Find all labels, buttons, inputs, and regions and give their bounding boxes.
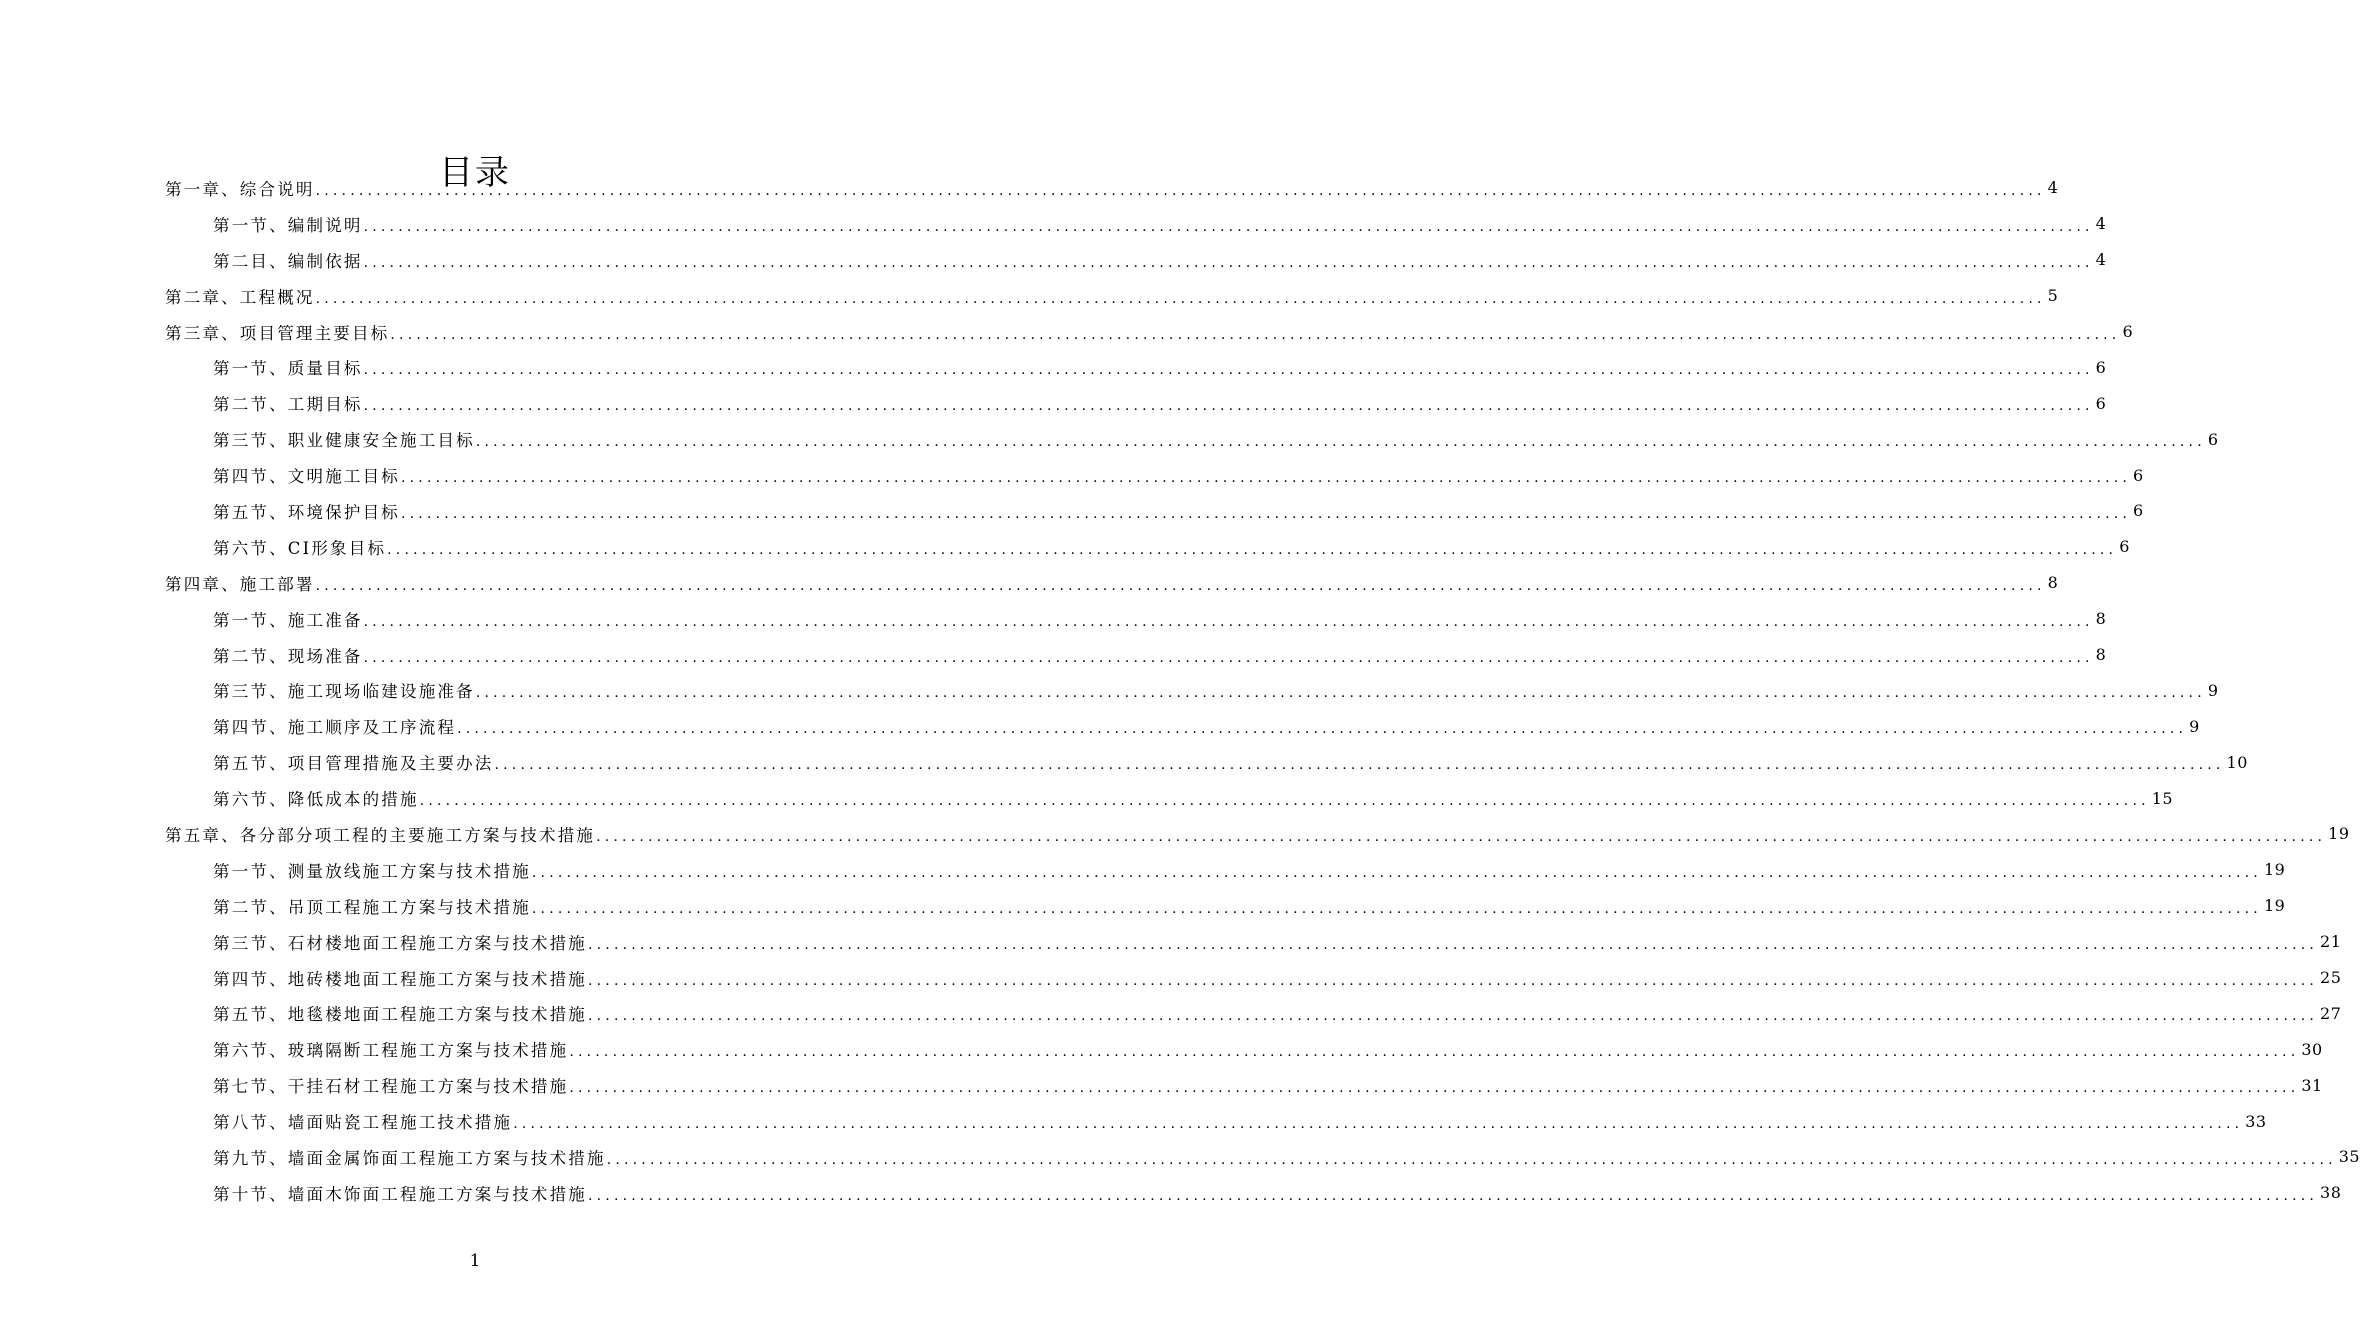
toc-entry-page-number: 15 (2151, 788, 2174, 808)
toc-entry-page-number: 4 (2095, 250, 2107, 270)
toc-entry-title: 第一节、施工准备 (213, 610, 363, 630)
toc-section-entry[interactable] (0, 924, 2342, 960)
toc-entry-title: 第二章、工程概况 (165, 287, 315, 307)
toc-entry-title: 第十节、墙面木饰面工程施工方案与技术措施 (213, 1184, 587, 1204)
toc-dot-leader: ........................................................................................................................................................................................................ (315, 577, 2046, 594)
toc-section-entry[interactable] (0, 995, 2342, 1031)
toc-entry-title: 第四节、地砖楼地面工程施工方案与技术措施 (213, 969, 587, 989)
toc-entry-title: 第五节、项目管理措施及主要办法 (213, 754, 494, 774)
toc-dot-leader: ........................................................................................................................................................................................................ (588, 1187, 2319, 1204)
toc-section-entry[interactable] (0, 385, 2107, 421)
toc-section-entry[interactable] (0, 529, 2130, 565)
toc-dot-leader: ........................................................................................................................................................................................................ (475, 685, 2206, 702)
toc-title: 目录 (439, 152, 511, 193)
toc-dot-leader: ........................................................................................................................................................................................................ (363, 362, 2094, 379)
toc-entry-page-number: 19 (2263, 860, 2286, 880)
toc-entry-title: 第三章、项目管理主要目标 (165, 323, 390, 343)
toc-dot-leader: ........................................................................................................................................................................................................ (401, 505, 2132, 522)
toc-entry-title: 第五章、各分部分项工程的主要施工方案与技术措施 (165, 825, 596, 845)
toc-entry-page-number: 8 (2095, 609, 2107, 629)
toc-chapter-entry[interactable] (0, 816, 2350, 852)
toc-entry-page-number: 6 (2095, 357, 2107, 377)
toc-section-entry[interactable] (0, 242, 2107, 278)
toc-list (0, 170, 2360, 1211)
toc-entry-page-number: 6 (2119, 537, 2130, 557)
toc-entry-page-number: 4 (2047, 178, 2059, 198)
toc-entry-title: 第五节、地毯楼地面工程施工方案与技术措施 (213, 1005, 587, 1025)
toc-entry-page-number: 6 (2122, 322, 2134, 341)
toc-section-entry[interactable] (0, 349, 2107, 385)
toc-entry-title: 第九节、墙面金属饰面工程施工方案与技术措施 (213, 1148, 606, 1168)
toc-dot-leader: ........................................................................................................................................................................................................ (457, 721, 2188, 738)
toc-section-entry[interactable] (0, 744, 2248, 780)
toc-entry-page-number: 6 (2133, 501, 2144, 521)
toc-chapter-entry[interactable] (0, 314, 2134, 350)
toc-entry-page-number: 9 (2207, 680, 2219, 700)
toc-entry-page-number: 8 (2047, 573, 2059, 593)
toc-entry-title: 第六节、降低成本的措施 (213, 790, 419, 810)
toc-entry-title: 第四章、施工部署 (165, 574, 315, 594)
toc-entry-page-number: 5 (2047, 286, 2059, 306)
toc-entry-title: 第六节、玻璃隔断工程施工方案与技术措施 (213, 1041, 569, 1061)
toc-entry-page-number: 38 (2320, 1183, 2342, 1203)
toc-entry-page-number: 31 (2301, 1075, 2323, 1095)
toc-section-entry[interactable] (0, 960, 2342, 996)
toc-entry-title: 第二节、吊顶工程施工方案与技术措施 (213, 897, 531, 917)
toc-dot-leader: ........................................................................................................................................................................................................ (363, 613, 2094, 630)
toc-section-entry[interactable] (0, 852, 2286, 888)
toc-dot-leader: ........................................................................................................................................................................................................ (569, 1080, 2300, 1097)
toc-section-entry[interactable] (0, 708, 2200, 744)
toc-entry-page-number: 8 (2095, 645, 2107, 665)
toc-dot-leader: ........................................................................................................................................................................................................ (363, 254, 2094, 271)
toc-entry-page-number: 35 (2338, 1147, 2360, 1167)
toc-section-entry[interactable] (0, 421, 2219, 457)
toc-dot-leader: ........................................................................................................................................................................................................ (363, 218, 2094, 235)
toc-dot-leader: ........................................................................................................................................................................................................ (363, 398, 2094, 415)
toc-section-entry[interactable] (0, 493, 2144, 529)
toc-section-entry[interactable] (0, 1067, 2323, 1103)
page-number: 1 (469, 1251, 481, 1271)
toc-section-entry[interactable] (0, 206, 2107, 242)
toc-entry-title: 第六节、CI形象目标 (213, 538, 387, 558)
toc-dot-leader: ........................................................................................................................................................................................................ (588, 1008, 2319, 1025)
toc-dot-leader: ........................................................................................................................................................................................................ (475, 434, 2206, 451)
toc-entry-title: 第一章、综合说明 (165, 179, 315, 199)
toc-entry-page-number: 4 (2095, 214, 2107, 234)
toc-entry-page-number: 19 (2328, 824, 2350, 844)
toc-dot-leader: ........................................................................................................................................................................................................ (494, 757, 2225, 774)
toc-dot-leader: ........................................................................................................................................................................................................ (596, 828, 2327, 845)
toc-entry-title: 第一节、质量目标 (213, 359, 363, 379)
toc-entry-page-number: 21 (2320, 932, 2342, 952)
toc-dot-leader: ........................................................................................................................................................................................................ (531, 864, 2262, 881)
toc-entry-title: 第一节、测量放线施工方案与技术措施 (213, 861, 531, 881)
toc-section-entry[interactable] (0, 1139, 2360, 1175)
toc-chapter-entry[interactable] (0, 170, 2059, 206)
toc-chapter-entry[interactable] (0, 565, 2059, 601)
toc-section-entry[interactable] (0, 1103, 2267, 1139)
toc-entry-title: 第二节、工期目标 (213, 395, 363, 415)
toc-entry-page-number: 9 (2189, 716, 2200, 736)
toc-dot-leader: ........................................................................................................................................................................................................ (315, 182, 2046, 199)
toc-dot-leader: ........................................................................................................................................................................................................ (315, 290, 2046, 307)
toc-dot-leader: ........................................................................................................................................................................................................ (588, 936, 2319, 953)
toc-dot-leader: ........................................................................................................................................................................................................ (387, 541, 2118, 558)
toc-entry-title: 第四节、文明施工目标 (213, 467, 400, 487)
toc-chapter-entry[interactable] (0, 278, 2059, 314)
toc-section-entry[interactable] (0, 780, 2174, 816)
toc-dot-leader: ........................................................................................................................................................................................................ (606, 1151, 2337, 1168)
toc-entry-title: 第二目、编制依据 (213, 251, 363, 271)
toc-entry-page-number: 6 (2133, 465, 2144, 485)
toc-section-entry[interactable] (0, 1175, 2342, 1211)
toc-dot-leader: ........................................................................................................................................................................................................ (419, 793, 2150, 810)
toc-entry-page-number: 19 (2263, 896, 2286, 916)
toc-entry-page-number: 6 (2207, 429, 2219, 449)
toc-entry-page-number: 10 (2226, 752, 2248, 772)
toc-entry-title: 第三节、施工现场临建设施准备 (213, 682, 475, 702)
toc-section-entry[interactable] (0, 672, 2219, 708)
toc-entry-page-number: 33 (2245, 1111, 2267, 1131)
toc-section-entry[interactable] (0, 1031, 2323, 1067)
toc-entry-page-number: 27 (2320, 1003, 2342, 1023)
toc-dot-leader: ........................................................................................................................................................................................................ (401, 470, 2132, 487)
toc-entry-title: 第七节、干挂石材工程施工方案与技术措施 (213, 1077, 569, 1097)
toc-entry-title: 第四节、施工顺序及工序流程 (213, 718, 457, 738)
toc-dot-leader: ........................................................................................................................................................................................................ (363, 649, 2094, 666)
toc-section-entry[interactable] (0, 888, 2286, 924)
toc-entry-title: 第五节、环境保护目标 (213, 502, 400, 522)
toc-entry-title: 第八节、墙面贴瓷工程施工技术措施 (213, 1113, 513, 1133)
toc-dot-leader: ........................................................................................................................................................................................................ (390, 326, 2121, 343)
toc-entry-title: 第三节、职业健康安全施工目标 (213, 431, 475, 451)
toc-entry-page-number: 25 (2320, 968, 2342, 988)
toc-entry-title: 第二节、现场准备 (213, 646, 363, 666)
toc-dot-leader: ........................................................................................................................................................................................................ (569, 1044, 2300, 1061)
toc-section-entry[interactable] (0, 601, 2107, 637)
toc-dot-leader: ........................................................................................................................................................................................................ (513, 1116, 2244, 1133)
toc-section-entry[interactable] (0, 457, 2144, 493)
toc-dot-leader: ........................................................................................................................................................................................................ (531, 900, 2262, 917)
toc-dot-leader: ........................................................................................................................................................................................................ (588, 972, 2319, 989)
toc-entry-page-number: 6 (2095, 393, 2107, 413)
toc-entry-title: 第一节、编制说明 (213, 215, 363, 235)
toc-entry-page-number: 30 (2301, 1039, 2323, 1059)
toc-entry-title: 第三节、石材楼地面工程施工方案与技术措施 (213, 933, 587, 953)
toc-section-entry[interactable] (0, 637, 2107, 673)
